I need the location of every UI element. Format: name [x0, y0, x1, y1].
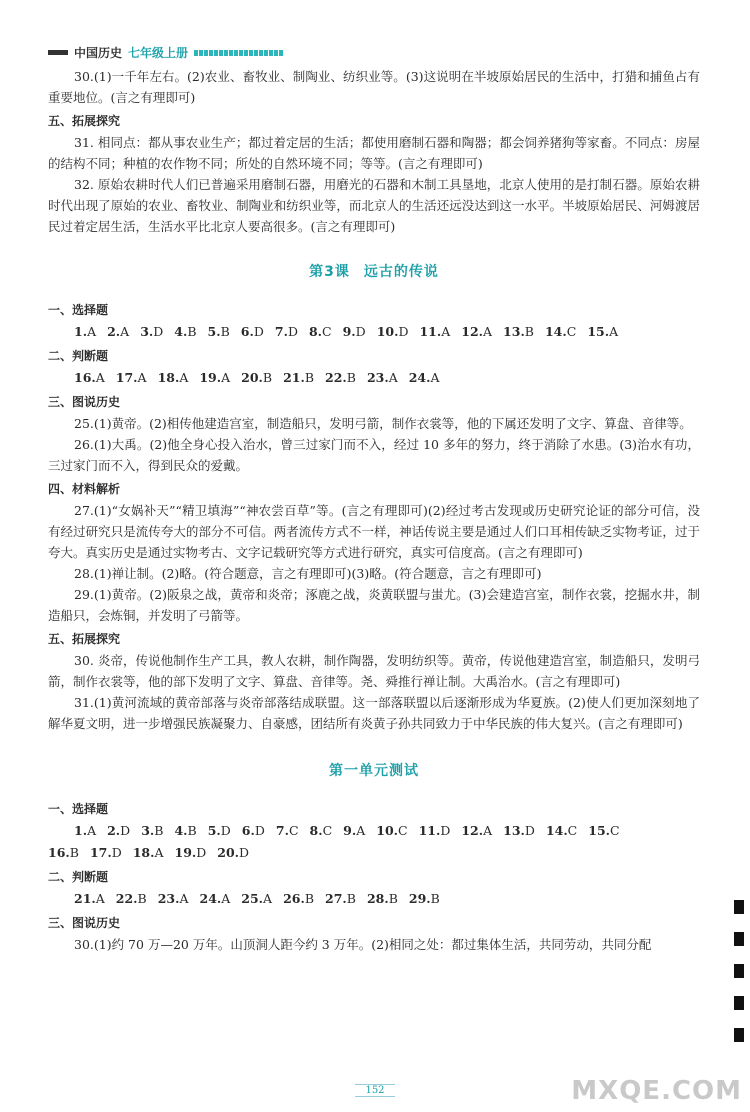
- answer-item-number: 16.: [74, 370, 96, 385]
- answer-item-choice: C: [322, 324, 332, 339]
- answer-item: [283, 367, 314, 389]
- answer-q30: 30. 炎帝，传说他制作生产工具，教人农耕，制作陶器，发明纺织等。黄帝，传说他建造宫室，制造船只，发明弓箭，制作衣裳等，他的部下发明了文字、算盘、音律等。尧、舜推行禅让制。大禹治水。(言之有理即可): [48, 653, 700, 689]
- section-heading: 五、拓展探究: [48, 632, 121, 646]
- answer-item-choice: A: [95, 891, 105, 906]
- header-grade: 七年级上册: [128, 46, 189, 60]
- answer-item: [158, 888, 189, 910]
- answer-item-choice: B: [220, 324, 230, 339]
- answer-item-number: 23.: [366, 370, 389, 385]
- answer-item-choice: A: [87, 823, 97, 838]
- answer-item-number: 20.: [241, 370, 263, 385]
- answer-item: [241, 888, 272, 910]
- answer-item: [587, 321, 618, 343]
- section-heading: 二、判断题: [48, 870, 109, 884]
- answer-item-number: 4.: [174, 324, 188, 339]
- answer-q25: 25.(1)黄帝。(2)相传他建造宫室，制造船只，发明弓箭，制作衣裳等，他的下属还发明了文字、算盘、音律等。: [74, 416, 692, 431]
- answer-item: [377, 321, 409, 343]
- edge-mark: [734, 900, 744, 914]
- answer-item-choice: A: [221, 370, 231, 385]
- answer-item-choice: D: [196, 845, 207, 860]
- answer-item: [217, 842, 249, 864]
- section-heading: 一、选择题: [48, 303, 109, 317]
- answer-item-choice: B: [524, 324, 534, 339]
- answer-item: [545, 321, 576, 343]
- unit-test-name: 第一单元测试: [329, 763, 419, 779]
- answer-item: [325, 888, 356, 910]
- answer-item-choice: A: [483, 823, 493, 838]
- answer-item: [343, 820, 365, 842]
- answer-item-number: 24.: [408, 370, 431, 385]
- answer-item-number: 11.: [419, 324, 442, 339]
- answer-item-choice: D: [111, 845, 122, 860]
- answer-item: [376, 820, 407, 842]
- answer-item: [74, 820, 96, 842]
- answer-item: [309, 321, 332, 343]
- answer-item-choice: C: [567, 823, 578, 838]
- answer-item-number: 27.: [325, 891, 347, 906]
- answer-item-choice: C: [322, 823, 333, 838]
- answer-item-choice: B: [430, 891, 440, 906]
- answer-item: [116, 367, 147, 389]
- answer-item: [199, 367, 230, 389]
- edge-mark: [734, 932, 744, 946]
- answer-item: [141, 820, 163, 842]
- answer-item-choice: D: [220, 823, 231, 838]
- answer-item-choice: A: [154, 845, 164, 860]
- answer-item: [116, 888, 147, 910]
- answer-item: [409, 888, 440, 910]
- lesson-name: 远古的传说: [363, 264, 439, 280]
- answer-item-number: 10.: [376, 823, 398, 838]
- answer-item-number: 14.: [544, 324, 567, 339]
- header-mark: [48, 50, 68, 55]
- answer-item-number: 1.: [74, 823, 88, 838]
- answer-item-number: 9.: [343, 823, 357, 838]
- answer-item-choice: D: [153, 324, 164, 339]
- tf-answers: [48, 367, 700, 389]
- answer-item-choice: A: [356, 823, 366, 838]
- answer-item-number: 6.: [240, 324, 254, 339]
- answer-item-choice: D: [120, 823, 131, 838]
- section-heading: 三、图说历史: [48, 395, 121, 409]
- answer-item-choice: A: [221, 891, 231, 906]
- answer-item-choice: C: [610, 823, 620, 838]
- answer-item-choice: B: [154, 823, 164, 838]
- answer-item: [503, 820, 535, 842]
- answer-item-choice: B: [346, 891, 356, 906]
- answer-item-number: 12.: [461, 324, 484, 339]
- answer-item-choice: A: [95, 370, 105, 385]
- answer-item-number: 16.: [48, 845, 70, 860]
- answer-item-choice: A: [87, 324, 97, 339]
- unit-test-title: [48, 760, 700, 780]
- section-heading: 四、材料解析: [48, 482, 121, 496]
- answer-item-choice: B: [304, 370, 314, 385]
- answer-item-number: 2.: [107, 324, 121, 339]
- watermark: MXQE.COM: [571, 1076, 742, 1106]
- answer-item-number: 8.: [309, 823, 323, 838]
- answer-item: [158, 367, 189, 389]
- answer-item-choice: C: [398, 823, 408, 838]
- answer-item: [208, 321, 230, 343]
- answer-item-choice: D: [355, 324, 366, 339]
- answer-item: [409, 367, 440, 389]
- section-heading: 五、拓展探究: [48, 114, 121, 128]
- answer-item: [419, 321, 450, 343]
- answer-item-choice: B: [137, 891, 147, 906]
- answer-item-number: 19.: [199, 370, 222, 385]
- header-bar: [194, 50, 284, 56]
- unit-mc-answers-1: [48, 820, 700, 842]
- answer-item-number: 14.: [545, 823, 568, 838]
- answer-item: [325, 367, 356, 389]
- answer-item-choice: D: [287, 324, 298, 339]
- answer-item-number: 22.: [115, 891, 138, 906]
- answer-item: [74, 888, 105, 910]
- answer-item-choice: A: [179, 370, 189, 385]
- answer-item-number: 15.: [587, 324, 610, 339]
- answer-item-number: 29.: [408, 891, 431, 906]
- answer-item: [276, 820, 299, 842]
- answer-item-choice: A: [430, 370, 440, 385]
- answer-item: [208, 820, 231, 842]
- answer-item-choice: C: [288, 823, 299, 838]
- answer-item: [283, 888, 314, 910]
- answer-item-number: 18.: [157, 370, 180, 385]
- answer-item-choice: C: [566, 324, 577, 339]
- answer-item: [546, 820, 577, 842]
- answer-item: [461, 820, 492, 842]
- answer-item-number: 28.: [366, 891, 389, 906]
- answer-item-number: 22.: [325, 370, 347, 385]
- answer-q31: 31.(1)黄河流域的黄帝部落与炎帝部落结成联盟。这一部落联盟以后逐渐形成为华夏族。(2)使人们更加深刻地了解华夏文明，进一步增强民族凝聚力、自豪感，团结所有炎黄子孙共同致力于中华民族的伟大复兴。(言之有理即可): [48, 695, 700, 731]
- answer-item: [367, 367, 398, 389]
- answer-item-number: 23.: [157, 891, 180, 906]
- mc-answers: [48, 321, 700, 343]
- edge-registration-marks: [734, 900, 746, 1060]
- edge-mark: [734, 996, 744, 1010]
- unit-answer-q30: 30.(1)约 70 万—20 万年。山顶洞人距今约 3 万年。(2)相同之处：都过集体生活，共同劳动，共同分配: [74, 937, 652, 952]
- answer-q27: 27.(1)“女娲补天”“精卫填海”“神农尝百草”等。(言之有理即可)(2)经过考古发现或历史研究论证的部分可信，没有经过研究只是流传夸大的部分不可信。两者流传方式不一样，神话传说主要是通过人们口耳相传缺乏实物考证，过于夸大。真实历史是通过实物考古、文字记载研究等方式进行研究，真实可信度高。(言之有理即可): [48, 503, 700, 560]
- answer-item-number: 15.: [588, 823, 610, 838]
- unit-mc-answers-2: [48, 842, 700, 864]
- answer-item: [107, 820, 130, 842]
- answer-item: [107, 321, 129, 343]
- answer-item-choice: D: [440, 823, 451, 838]
- section-heading: 一、选择题: [48, 802, 109, 816]
- answer-item: [174, 321, 196, 343]
- answer-item: [461, 321, 492, 343]
- answer-item-number: 11.: [418, 823, 441, 838]
- edge-mark: [734, 964, 744, 978]
- section-heading: 三、图说历史: [48, 916, 121, 930]
- answer-item: [275, 321, 298, 343]
- answer-item-choice: A: [179, 891, 189, 906]
- answer-item-number: 17.: [89, 845, 112, 860]
- page-content: [48, 66, 700, 955]
- answer-item: [310, 820, 333, 842]
- running-header: [48, 44, 284, 61]
- answer-item-choice: D: [524, 823, 535, 838]
- answer-item-number: 26.: [283, 891, 305, 906]
- answer-item-number: 13.: [503, 324, 525, 339]
- answer-item-choice: A: [609, 324, 619, 339]
- answer-item-choice: D: [254, 823, 265, 838]
- answer-item-choice: B: [346, 370, 356, 385]
- answer-item-number: 7.: [274, 324, 288, 339]
- answer-item-choice: A: [483, 324, 493, 339]
- answer-item: [367, 888, 398, 910]
- answer-item-choice: D: [398, 324, 409, 339]
- answer-item-choice: B: [187, 324, 197, 339]
- answer-item-number: 17.: [115, 370, 138, 385]
- answer-item: [175, 842, 207, 864]
- answer-item: [241, 367, 272, 389]
- header-title: 中国历史: [74, 46, 123, 60]
- answer-item-number: 4.: [174, 823, 188, 838]
- page-number-text: 152: [355, 1084, 394, 1097]
- answer-item-choice: A: [120, 324, 130, 339]
- answer-item-number: 21.: [74, 891, 96, 906]
- answer-item-choice: A: [441, 324, 451, 339]
- answer-item-number: 12.: [461, 823, 484, 838]
- answer-item: [74, 321, 96, 343]
- answer-q28: 28.(1)禅让制。(2)略。(符合题意，言之有理即可)(3)略。(符合题意，言之有理即可): [74, 566, 542, 581]
- unit-tf-answers: [48, 888, 700, 910]
- lesson-title: [48, 261, 700, 281]
- answer-item-number: 3.: [140, 324, 154, 339]
- answer-item-number: 9.: [342, 324, 356, 339]
- answer-item-number: 19.: [174, 845, 197, 860]
- answer-item-choice: A: [388, 370, 398, 385]
- answer-item-number: 2.: [107, 823, 121, 838]
- answer-item: [588, 820, 619, 842]
- answer-item: [74, 367, 105, 389]
- answer-item: [133, 842, 164, 864]
- answer-item-choice: D: [239, 845, 250, 860]
- answer-item-number: 20.: [217, 845, 240, 860]
- answer-item: [343, 321, 366, 343]
- answer-item-choice: B: [69, 845, 79, 860]
- answer-q26: 26.(1)大禹。(2)他全身心投入治水，曾三过家门而不入，经过 10 多年的努力，终于消除了水患。(3)治水有功，三过家门而不入，得到民众的爱戴。: [48, 437, 700, 473]
- answer-item-choice: B: [262, 370, 273, 385]
- answer-q31-prev: 31. 相同点：都从事农业生产；都过着定居的生活；都使用磨制石器和陶器；都会饲养猪狗等家畜。不同点：房屋的结构不同；种植的农作物不同；所处的自然环境不同；等等。(言之有理即可): [48, 135, 700, 171]
- answer-item-choice: A: [263, 891, 273, 906]
- answer-item-number: 18.: [132, 845, 155, 860]
- answer-item-number: 10.: [376, 324, 399, 339]
- answer-item-number: 7.: [275, 823, 289, 838]
- answer-item-number: 3.: [141, 823, 155, 838]
- answer-item-choice: D: [253, 324, 264, 339]
- answer-item: [503, 321, 534, 343]
- answer-item: [241, 321, 264, 343]
- answer-item: [419, 820, 451, 842]
- answer-item-choice: B: [388, 891, 398, 906]
- lesson-number: 第3课: [309, 264, 350, 280]
- answer-item: [174, 820, 196, 842]
- answer-item-number: 1.: [74, 324, 88, 339]
- answer-q32-prev: 32. 原始农耕时代人们已普遍采用磨制石器，用磨光的石器和木制工具垦地，北京人使用的是打制石器。原始农耕时代出现了原始的农业、畜牧业、制陶业和纺织业等，而北京人的生活还远没达到这一水平。半坡原始居民、河姆渡居民过着定居生活，生活水平比北京人要高很多。(言之有理即可): [48, 177, 700, 234]
- answer-item-number: 25.: [241, 891, 264, 906]
- answer-item: [48, 842, 79, 864]
- answer-item-number: 6.: [241, 823, 255, 838]
- answer-item: [140, 321, 163, 343]
- answer-item: [90, 842, 122, 864]
- answer-item: [242, 820, 265, 842]
- answer-item-number: 5.: [207, 823, 221, 838]
- answer-item-number: 21.: [283, 370, 305, 385]
- answer-item-number: 13.: [503, 823, 525, 838]
- answer-q29: 29.(1)黄帝。(2)阪泉之战，黄帝和炎帝；涿鹿之战，炎黄联盟与蚩尤。(3)会建造宫室，制作衣裳，挖掘水井，制造船只，会炼铜，并发明了弓箭等。: [48, 587, 700, 623]
- answer-item-choice: A: [137, 370, 147, 385]
- answer-item-choice: B: [304, 891, 314, 906]
- answer-item-number: 24.: [199, 891, 222, 906]
- answer-item-number: 5.: [207, 324, 221, 339]
- answer-item-number: 8.: [308, 324, 323, 339]
- edge-mark: [734, 1028, 744, 1042]
- answer-q30-prev: 30.(1)一千年左右。(2)农业、畜牧业、制陶业、纺织业等。(3)这说明在半坡原始居民的生活中，打猎和捕鱼占有重要地位。(言之有理即可): [48, 69, 700, 105]
- answer-item-choice: B: [187, 823, 197, 838]
- section-heading: 二、判断题: [48, 349, 109, 363]
- answer-item: [200, 888, 231, 910]
